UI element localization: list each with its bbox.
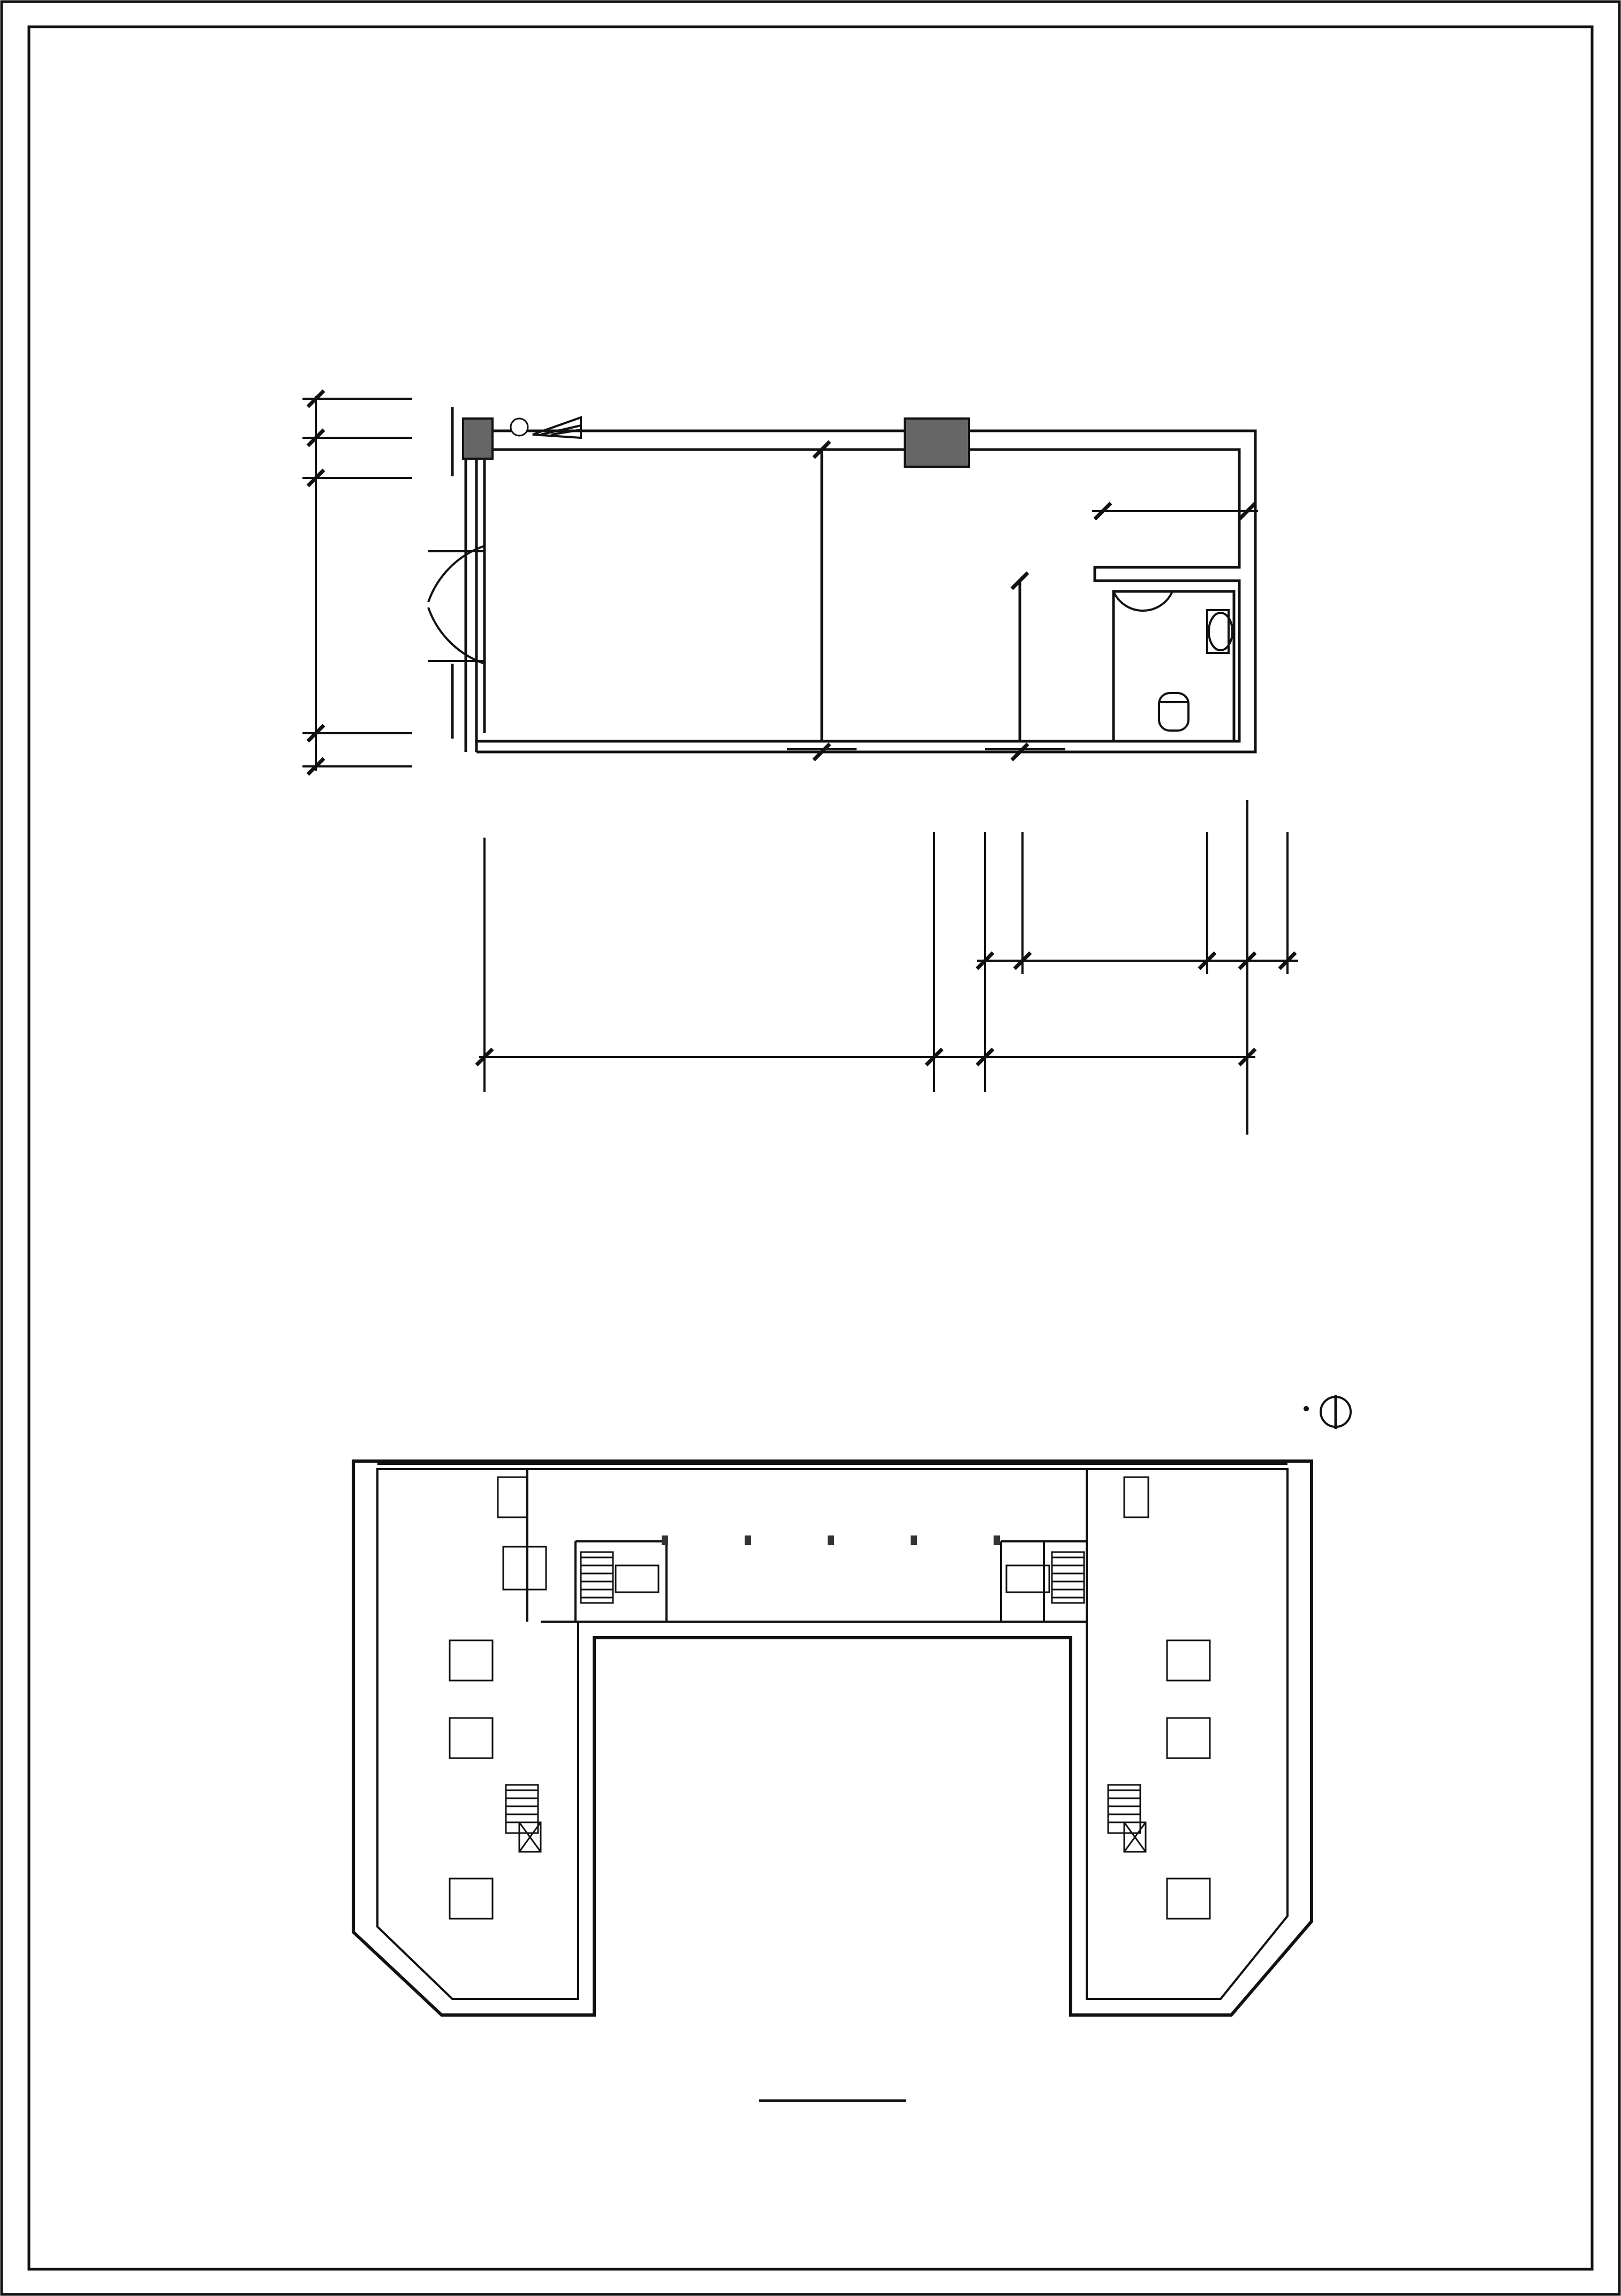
column [463,419,493,459]
outer-border [2,2,1619,2294]
pipe-symbol [511,419,528,436]
column [905,419,969,467]
